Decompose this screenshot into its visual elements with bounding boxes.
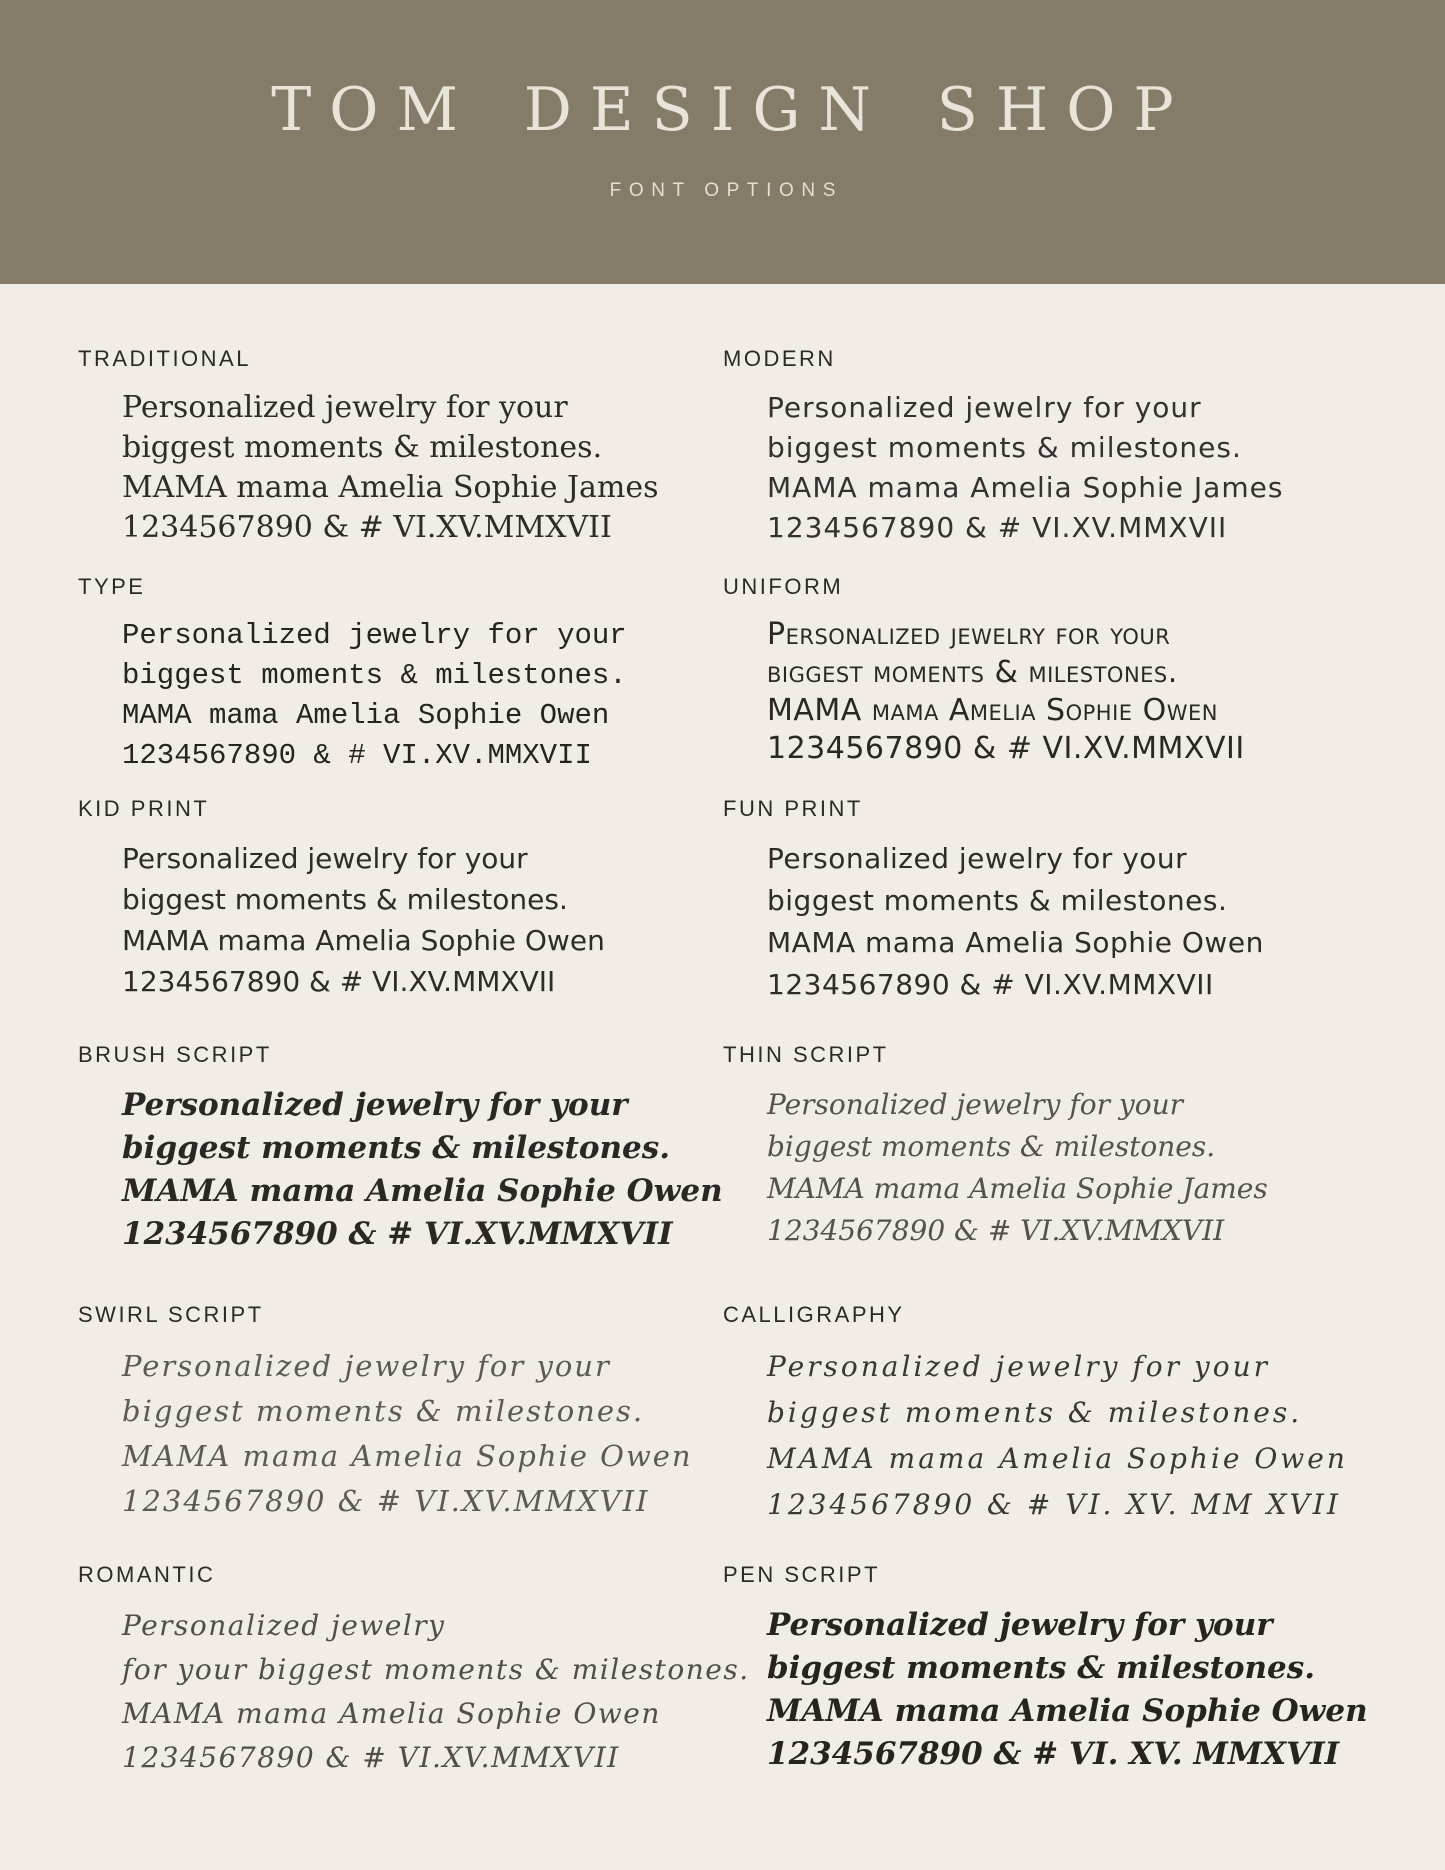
font-sample-uniform xyxy=(723,574,1415,796)
sample-line: 1234567890 & # VI.XV.MMXVII xyxy=(122,1484,650,1518)
font-name-label: ROMANTIC xyxy=(78,1562,216,1587)
sample-line: Personalized jewelry for your xyxy=(122,1087,628,1123)
font-name-label: TRADITIONAL xyxy=(78,346,251,371)
sample-line: biggest moments & milestones. xyxy=(767,655,1178,690)
font-sample-pen-script xyxy=(723,1562,1415,1780)
shop-title: TOM DESIGN SHOP xyxy=(271,75,1192,145)
sample-line: Personalized jewelry for your xyxy=(767,617,1171,652)
sample-line: MAMA mama Amelia Sophie Owen xyxy=(767,693,1218,728)
sample-line: biggest moments & milestones. xyxy=(122,1394,645,1428)
sample-line: Personalized jewelry for your xyxy=(767,1088,1183,1121)
header-band xyxy=(0,0,1445,284)
font-name-label: PEN SCRIPT xyxy=(723,1562,881,1587)
sample-line: biggest moments & milestones. xyxy=(122,430,603,465)
page-title: FONT OPTIONS xyxy=(609,180,843,201)
font-sample-traditional xyxy=(78,346,723,574)
sample-line: Personalized jewelry xyxy=(122,1609,446,1642)
sample-line: biggest moments & milestones. xyxy=(767,1130,1216,1163)
sample-line: MAMA mama Amelia Sophie Owen xyxy=(122,1173,723,1209)
font-name-label: BRUSH SCRIPT xyxy=(78,1042,272,1067)
font-name-label: TYPE xyxy=(78,574,146,599)
sample-line: Personalized jewelry for your xyxy=(767,391,1202,424)
font-sample-thin-script xyxy=(723,1042,1415,1302)
sample-line: Personalized jewelry for your xyxy=(767,1350,1270,1383)
font-sample-swirl-script xyxy=(78,1302,723,1562)
sample-line: for your biggest moments & milestones. xyxy=(122,1653,750,1686)
sample-line: MAMA mama Amelia Sophie James xyxy=(122,470,659,505)
font-name-label: THIN SCRIPT xyxy=(723,1042,889,1067)
sample-line: biggest moments & milestones. xyxy=(767,1650,1316,1686)
font-sample-brush-script xyxy=(78,1042,723,1302)
font-name-label: CALLIGRAPHY xyxy=(723,1302,905,1327)
sample-line: MAMA mama Amelia Sophie Owen xyxy=(767,1442,1348,1475)
sample-line: 1234567890 & # VI.XV.MMXVII xyxy=(122,1216,673,1252)
sample-line: 1234567890 & # VI.XV.MMXVII xyxy=(122,965,556,998)
sample-line: 1234567890 & # VI.XV.MMXVII xyxy=(767,968,1214,1001)
font-name-label: SWIRL SCRIPT xyxy=(78,1302,264,1327)
sample-line: MAMA mama Amelia Sophie James xyxy=(767,471,1284,504)
font-sample-fun-print xyxy=(723,796,1415,1042)
sample-line: Personalized jewelry for your xyxy=(122,619,627,652)
sample-line: MAMA mama Amelia Sophie Owen xyxy=(767,1693,1368,1729)
sample-line: biggest moments & milestones. xyxy=(767,884,1228,917)
sample-line: 1234567890 & # VI.XV.MMXVII xyxy=(767,731,1245,766)
sample-line: biggest moments & milestones. xyxy=(767,1396,1303,1429)
sample-line: biggest moments & milestones. xyxy=(122,1130,671,1166)
sample-line: Personalized jewelry for your xyxy=(122,842,528,875)
font-sample-type xyxy=(78,574,723,796)
sample-line: MAMA mama Amelia Sophie Owen xyxy=(122,1439,693,1473)
sample-line: Personalized jewelry for your xyxy=(122,1349,611,1383)
sample-line: 1234567890 & # VI. XV. MM XVII xyxy=(767,1488,1341,1521)
sample-line: MAMA mama Amelia Sophie Owen xyxy=(122,924,605,957)
font-name-label: UNIFORM xyxy=(723,574,844,599)
sample-line: MAMA mama Amelia Sophie James xyxy=(767,1172,1268,1205)
sample-line: 1234567890 & # VI.XV.MMXVII xyxy=(122,739,592,772)
sample-line: biggest moments & milestones. xyxy=(122,659,627,692)
sample-line: MAMA mama Amelia Sophie Owen xyxy=(122,699,610,732)
sample-line: 1234567890 & # VI.XV.MMXVII xyxy=(122,510,612,545)
sample-line: 1234567890 & # VI.XV.MMXVII xyxy=(767,511,1228,544)
font-name-label: MODERN xyxy=(723,346,836,371)
font-sample-romantic xyxy=(78,1562,750,1780)
sample-line: 1234567890 & # VI.XV.MMXVII xyxy=(767,1214,1225,1247)
sample-line: MAMA mama Amelia Sophie Owen xyxy=(767,926,1264,959)
sample-line: Personalized jewelry for your xyxy=(767,1607,1273,1643)
font-sample-kid-print xyxy=(78,796,723,1042)
font-name-label: KID PRINT xyxy=(78,796,210,821)
sample-line: Personalized jewelry for your xyxy=(767,842,1188,875)
sample-line: biggest moments & milestones. xyxy=(122,883,568,916)
font-name-label: FUN PRINT xyxy=(723,796,863,821)
sample-line: biggest moments & milestones. xyxy=(767,431,1242,464)
font-sample-calligraphy xyxy=(723,1302,1415,1562)
sample-line: 1234567890 & # VI. XV. MMXVII xyxy=(767,1736,1340,1772)
sample-line: Personalized jewelry for your xyxy=(122,390,568,425)
sample-line: MAMA mama Amelia Sophie Owen xyxy=(122,1697,661,1730)
font-sample-modern xyxy=(723,346,1415,574)
sample-line: 1234567890 & # VI.XV.MMXVII xyxy=(122,1741,620,1774)
font-options-grid xyxy=(0,284,1445,1780)
